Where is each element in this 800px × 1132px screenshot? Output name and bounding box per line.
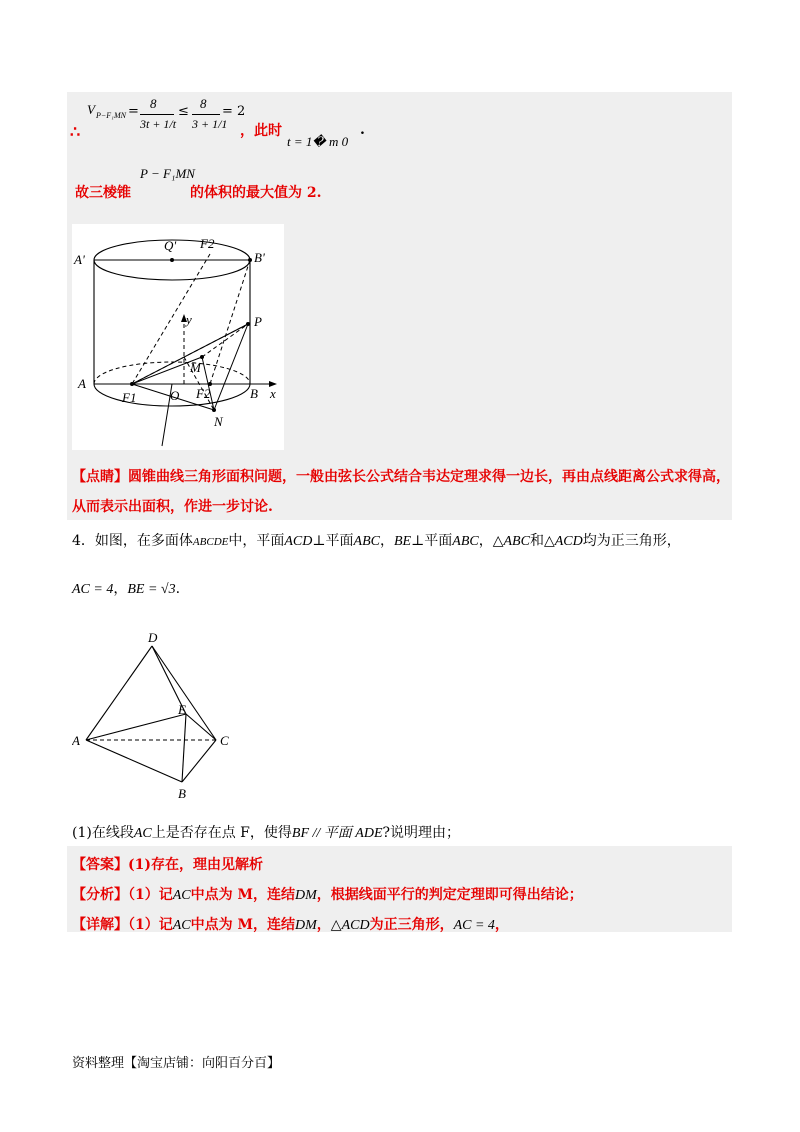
detail-text-a: （1）记	[128, 917, 173, 933]
tip-tag: 【点睛】	[72, 469, 128, 485]
label-o: O	[170, 388, 180, 403]
detail-segment: AC	[172, 918, 191, 933]
period: .	[360, 122, 365, 138]
detail-text-b: 中点为 M，连结	[190, 917, 296, 933]
plane-abc-2: ABC	[452, 534, 479, 549]
analysis-text-b: 中点为 M，连结	[190, 887, 296, 903]
problem-text-e: 均为正三角形，	[582, 533, 681, 549]
volume-symbol: V	[87, 102, 95, 117]
conclusion-prefix: 故三棱锥	[75, 185, 131, 201]
detail-tag: 【详解】	[72, 917, 128, 933]
conclusion-symbol: P − F₁MN	[140, 166, 195, 181]
analysis-text-a: （1）记	[128, 887, 173, 903]
label-q-prime: Q'	[164, 238, 177, 253]
label-b-prime: B'	[254, 250, 265, 265]
answer-line	[72, 854, 263, 874]
label-y: y	[186, 312, 192, 327]
fraction-1-bar	[140, 114, 174, 115]
problem-text-a: 如图，在多面体	[94, 533, 193, 549]
perp-symbol-2: ⊥	[411, 533, 425, 549]
tip-line-2: 从而表示出面积，作进一步讨论.	[72, 499, 273, 515]
label-n: N	[214, 414, 223, 429]
problem-4-statement	[72, 530, 681, 550]
condition-sep: ，	[113, 581, 128, 597]
plane-acd: ACD	[284, 534, 313, 549]
label-c: C	[220, 733, 229, 748]
analysis-segment: AC	[172, 888, 191, 903]
detail-end: ，	[494, 917, 509, 933]
label-f2-top: F2	[200, 236, 215, 251]
answer-tag: 【答案】	[72, 857, 128, 873]
conclusion-suffix: 的体积的最大值为 2.	[190, 185, 322, 201]
question-1	[72, 822, 460, 842]
condition-text: t = 1� m 0	[287, 134, 349, 149]
problem-text-d: 平面	[424, 533, 453, 549]
problem-text-c: 平面	[325, 533, 354, 549]
perp-symbol-1: ⊥	[312, 533, 326, 549]
label-x: x	[270, 386, 276, 401]
fraction-2-bar	[192, 114, 220, 115]
label-e: E	[178, 702, 186, 717]
equals-value: = 2	[222, 104, 246, 119]
volume-subscript: P−F₁MN	[96, 111, 126, 120]
polyhedron-diagram	[72, 628, 252, 808]
problem-number: 4．	[72, 533, 95, 549]
fraction-2-denominator: 3 + 1/1	[192, 117, 228, 131]
question-suffix: ?说明理由；	[382, 825, 461, 841]
question-prefix: (1)在线段	[72, 825, 134, 841]
detail-triangle: △ACD	[330, 918, 370, 933]
detail-condition: AC = 4	[453, 918, 495, 933]
sep-1: ，	[380, 533, 394, 549]
triangle-acd: △ACD	[543, 534, 583, 549]
footer-text: 资料整理【淘宝店铺：向阳百分百】	[72, 1056, 281, 1071]
label-a: A	[78, 376, 86, 391]
detail-line-dm: DM	[295, 918, 317, 933]
analysis-text-c: ，根据线面平行的判定定理即可得出结论；	[316, 887, 583, 903]
cylinder-diagram	[72, 224, 284, 450]
condition-be: BE = √3	[127, 582, 176, 597]
fraction-2-numerator: 8	[200, 96, 207, 111]
tip-text-1: 圆锥曲线三角形面积问题，一般由弦长公式结合韦达定理求得一边长，再由点线距离公式求得高，	[128, 469, 730, 485]
label-p: P	[254, 314, 262, 329]
label-a2: A	[72, 733, 80, 748]
analysis-tag: 【分析】	[72, 887, 128, 903]
fraction-1-numerator: 8	[150, 96, 157, 111]
problem-text-b: 中，平面	[228, 533, 285, 549]
label-b2: B	[178, 786, 186, 801]
label-d: D	[148, 630, 158, 645]
therefore-symbol: ∴	[70, 122, 81, 141]
polyhedron-figure	[72, 628, 252, 808]
question-mid: 上是否存在点 F，使得	[151, 825, 292, 841]
answer-text: (1)存在，理由见解析	[128, 857, 263, 873]
and-text: 和	[529, 533, 544, 549]
line-be: BE	[394, 534, 412, 549]
question-segment: AC	[133, 826, 152, 841]
triangle-abc: △ABC	[492, 534, 530, 549]
leq-sign: ≤	[178, 104, 189, 119]
sep-2: ，	[478, 533, 493, 549]
equals-sign: =	[128, 104, 139, 119]
question-relation: BF // 平面 ADE	[291, 826, 383, 841]
detail-sep: ，	[316, 917, 331, 933]
condition-ac: AC = 4	[72, 582, 114, 597]
detail-line	[72, 914, 509, 934]
label-a-prime: A'	[74, 252, 85, 267]
label-f2: F2	[196, 386, 211, 401]
label-b: B	[250, 386, 258, 401]
label-f1: F1	[122, 390, 137, 405]
fraction-1-denominator: 3t + 1/t	[140, 117, 177, 131]
analysis-line	[72, 884, 583, 904]
detail-text-c: 为正三角形，	[369, 917, 454, 933]
solid-name: ABCDE	[192, 536, 229, 548]
cylinder-figure	[72, 224, 284, 450]
tip-line-1	[72, 466, 730, 486]
analysis-line-dm: DM	[295, 888, 317, 903]
label-m: M	[190, 360, 201, 375]
plane-abc-1: ABC	[353, 534, 380, 549]
condition-end: .	[175, 581, 181, 597]
when-text: ，此时	[240, 123, 282, 139]
problem-4-conditions	[72, 578, 180, 598]
